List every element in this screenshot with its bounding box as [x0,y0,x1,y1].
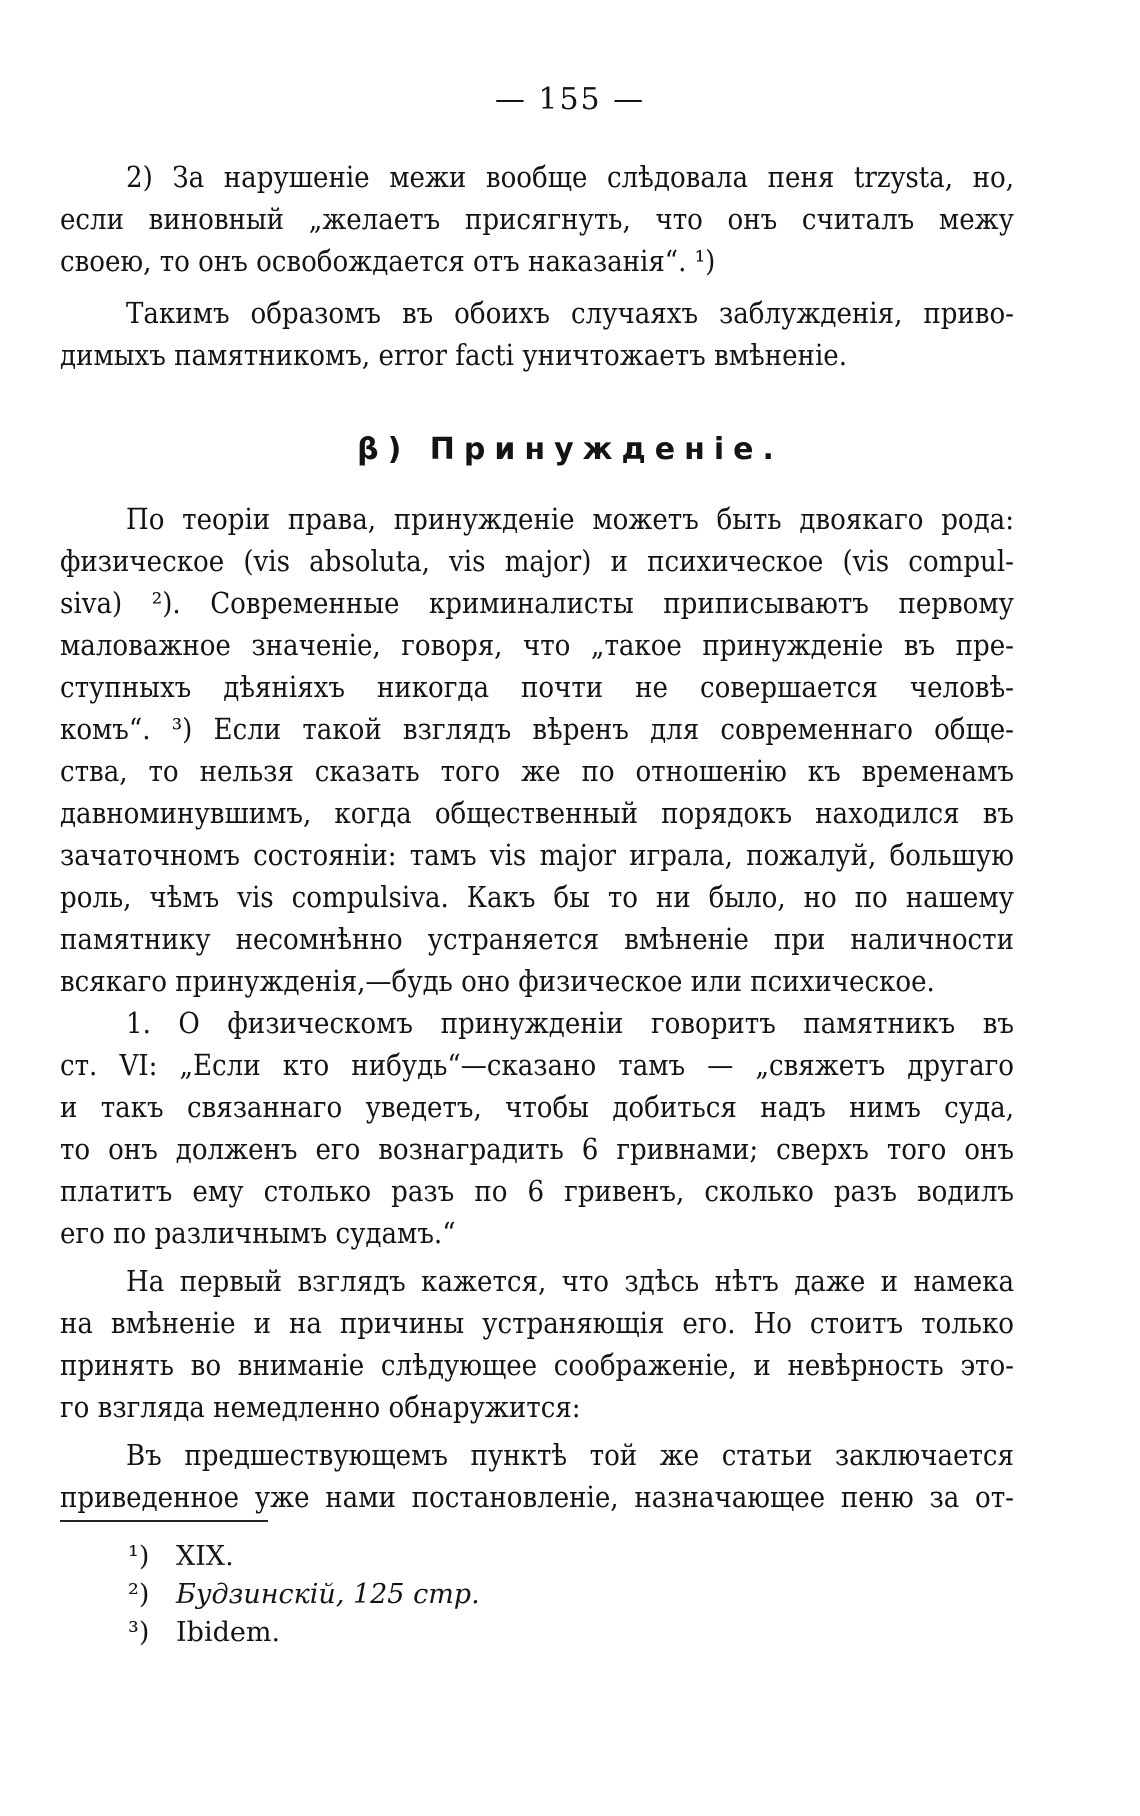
footnote-rule [60,1520,268,1522]
text-line: на вмѣненіе и на причины устраняющія его. Но стоитъ только [60,1306,1014,1340]
text-line: комъ“. ³) Если такой взглядъ вѣренъ для современнаго обще- [60,712,1014,746]
text-line: если виновный „желаетъ присягнуть, что онъ считалъ межу [60,202,1014,236]
footnote [128,1540,234,1574]
text-line: своею, то онъ освобождается отъ наказанія“. ¹) [60,244,716,278]
text-line: siva) ²). Современные криминалисты приписываютъ первому [60,586,1014,620]
text-line: платитъ ему столько разъ по 6 гривенъ, сколько разъ водилъ [60,1174,1014,1208]
page-number: — 155 — [494,82,646,117]
text-line: принять во вниманіе слѣдующее соображеніе, и невѣрность это- [60,1348,1014,1382]
text-line: зачаточномъ состояніи: тамъ vis major играла, пожалуй, большую [60,838,1014,872]
text-line: физическое (vis absoluta, vis major) и психическое (vis compul- [60,544,1014,578]
text-line: приведенное уже нами постановленіе, назначающее пеню за от- [60,1480,1014,1514]
section-heading: β) Принужденіе. [357,432,783,467]
text-line: го взгляда немедленно обнаружится: [60,1390,581,1424]
text-line: и такъ связаннаго уведетъ, чтобы добиться надъ нимъ суда, [60,1090,1014,1124]
text-line: памятнику несомнѣнно устраняется вмѣненіе при наличности [60,922,1014,956]
text-line: роль, чѣмъ vis compulsiva. Какъ бы то ни было, но по нашему [60,880,1014,914]
text-line: ступныхъ дѣяніяхъ никогда почти не совершается человѣ- [60,670,1014,704]
footnote [128,1578,480,1612]
text-line: ст. VI: „Если кто нибудь“—сказано тамъ — „свяжетъ другаго [60,1048,1014,1082]
text-line: 1. О физическомъ принужденіи говоритъ памятникъ въ [126,1006,1014,1040]
footnote-text: XIX. [176,1541,234,1572]
text-line: На первый взглядъ кажется, что здѣсь нѣтъ даже и намека [126,1264,1014,1298]
text-line: 2) За нарушеніе межи вообще слѣдовала пеня trzysta, но, [126,160,1014,194]
text-line: его по различнымъ судамъ.“ [60,1216,456,1250]
footnote-mark: ¹) [128,1541,150,1572]
footnote-text: Будзинскій, 125 стр. [176,1579,480,1610]
text-line: всякаго принужденія,—будь оно физическое или психическое. [60,964,935,998]
footnote [128,1616,280,1650]
text-line: давноминувшимъ, когда общественный порядокъ находился въ [60,796,1014,830]
text-line: Въ предшествующемъ пунктѣ той же статьи заключается [126,1438,1014,1472]
text-line: димыхъ памятникомъ, error facti уничтожаетъ вмѣненіе. [60,338,848,372]
text-line: По теоріи права, принужденіе можетъ быть двоякаго рода: [126,502,1014,536]
footnote-mark: ²) [128,1579,150,1610]
footnote-mark: ³) [128,1617,150,1648]
text-line: маловажное значеніе, говоря, что „такое принужденіе въ пре- [60,628,1014,662]
footnote-text: Ibidem. [176,1617,281,1648]
text-line: то онъ долженъ его вознаградить 6 гривнами; сверхъ того онъ [60,1132,1014,1166]
text-line: Такимъ образомъ въ обоихъ случаяхъ заблужденія, приво- [126,296,1014,330]
text-line: ства, то нельзя сказать того же по отношенію къ временамъ [60,754,1014,788]
